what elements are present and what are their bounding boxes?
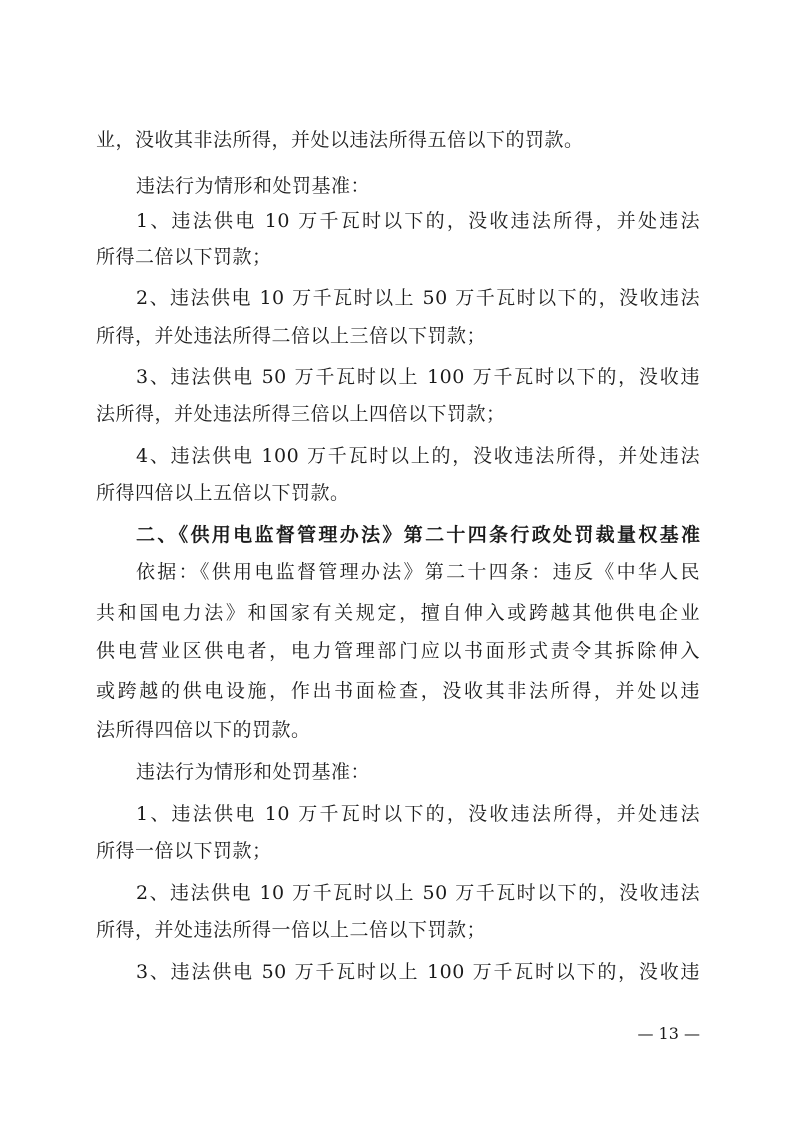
text-line: 所得，并处违法所得二倍以上三倍以下罚款；: [96, 325, 487, 347]
text-line: 4、违法供电 100 万千瓦时以上的，没收违法所得，并处违法: [136, 445, 700, 467]
text-line: 2、违法供电 10 万千瓦时以上 50 万千瓦时以下的，没收违法: [136, 882, 700, 904]
text-line: 3、违法供电 50 万千瓦时以上 100 万千瓦时以下的，没收违: [136, 961, 700, 983]
section-heading: 二、《供用电监督管理办法》第二十四条行政处罚裁量权基准: [136, 524, 700, 546]
text-line: 所得，并处违法所得一倍以上二倍以下罚款；: [96, 919, 487, 941]
text-line: 法所得四倍以下的罚款。: [96, 719, 311, 741]
text-line: 1、违法供电 10 万千瓦时以下的，没收违法所得，并处违法: [136, 803, 700, 825]
text-line: 3、违法供电 50 万千瓦时以上 100 万千瓦时以下的，没收违: [136, 366, 700, 388]
text-line: 依据：《供用电监督管理办法》第二十四条：违反《中华人民: [136, 561, 700, 583]
text-line: 2、违法供电 10 万千瓦时以上 50 万千瓦时以下的，没收违法: [136, 287, 700, 309]
text-line: 供电营业区供电者，电力管理部门应以书面形式责令其拆除伸入: [96, 640, 700, 662]
text-line: 违法行为情形和处罚基准：: [136, 761, 371, 783]
text-line: 业，没收其非法所得，并处以违法所得五倍以下的罚款。: [96, 129, 584, 151]
text-line: 法所得，并处违法所得三倍以上四倍以下罚款；: [96, 403, 506, 425]
text-line: 所得四倍以上五倍以下罚款。: [96, 482, 350, 504]
text-line: 1、违法供电 10 万千瓦时以下的，没收违法所得，并处违法: [136, 210, 700, 232]
text-line: 违法行为情形和处罚基准：: [136, 175, 371, 197]
page-number: — 13 —: [637, 1024, 700, 1043]
text-line: 共和国电力法》和国家有关规定，擅自伸入或跨越其他供电企业: [96, 602, 700, 624]
text-line: 或跨越的供电设施，作出书面检查，没收其非法所得，并处以违: [96, 680, 700, 702]
text-line: 所得一倍以下罚款；: [96, 840, 272, 862]
text-line: 所得二倍以下罚款；: [96, 246, 272, 268]
